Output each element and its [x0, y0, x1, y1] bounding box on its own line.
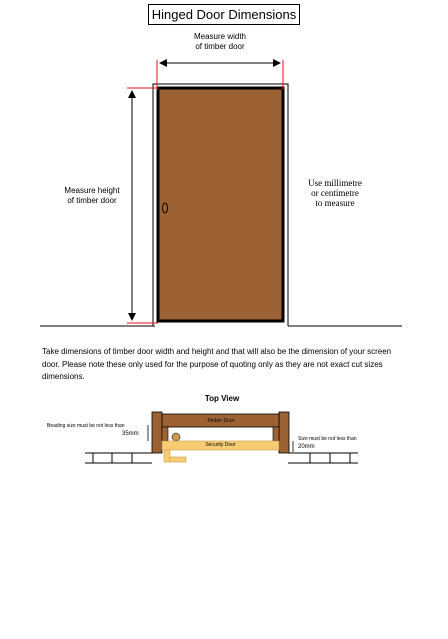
units-label-line-2: or centimetre: [311, 188, 359, 198]
units-label-line-3: to measure: [315, 198, 355, 208]
height-label-line-1: Measure height: [64, 186, 120, 195]
top-view-title: Top View: [204, 394, 240, 403]
stop-left: [162, 427, 168, 441]
units-label: [295, 178, 375, 208]
security-door-label: Security Door: [205, 442, 236, 448]
security-door-frame: [164, 450, 170, 462]
jamb-right: [279, 412, 289, 453]
jamb-left: [152, 412, 162, 453]
width-label-line-1: Measure width: [193, 32, 247, 41]
size-label: Size must be not less than: [298, 436, 357, 442]
beading-value: 35mm: [122, 431, 139, 437]
units-label-line-1: Use millimetre: [308, 178, 362, 188]
hinge-knob: [172, 433, 180, 441]
height-label-line-2: of timber door: [67, 196, 117, 205]
size-value: 20mm: [298, 444, 315, 450]
dimensions-note: Take dimensions of timber door width and height and that will also be the dimension of your screen door. Please note these only used for the purpose of quoting only as they are not exact cut sizes dimensions.: [42, 347, 392, 381]
diagram-title: Hinged Door Dimensions: [148, 4, 300, 25]
stop-right: [273, 427, 279, 441]
width-label: [170, 32, 270, 52]
timber-door-label: Timber Door: [206, 418, 235, 424]
width-label-line-2: of timber door: [195, 42, 245, 51]
timber-door: [158, 88, 283, 321]
beading-label: Beading size must be not less than: [47, 423, 125, 429]
height-label: [52, 186, 132, 206]
